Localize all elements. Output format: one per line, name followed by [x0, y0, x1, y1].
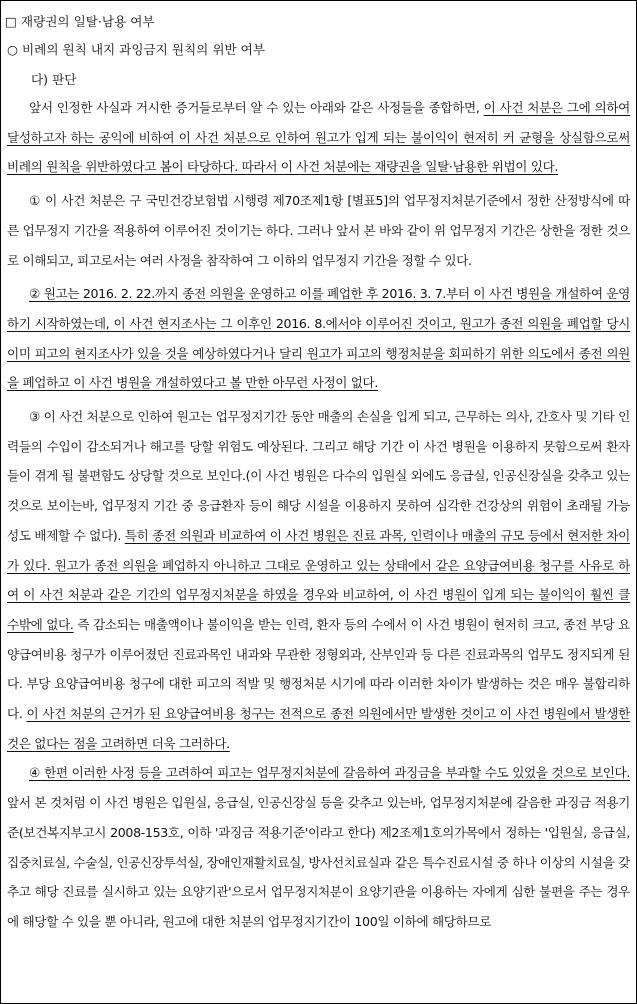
text-plain: 앞서 본 것처럼 이 사건 병원은 입원실, 응급실, 인공신장실 등을 갖추고 있는바, 업무정지처분에 갈음한 과징금 적용기준(보건복지부고시 2008-153호, 이하 '과징금 적용기준'이라고 한다) 제2조제1호의가목에서 정하는 '입원실, 응급실, 집중치료실, 수술실, 인공신장투석실, 장애인재활치료실, 방사선치료실과 같은 특수진료시설 중 하나 이상의 시설을 갖추고 해당 진료를 실시하고 있는 요양기관'으로서 업무정지처분이 요양기관을 이용하는 자에게 심한 불편을 주는 경우에 해당할 수 있을 뿐 아니라, 원고에 대한 처분의 업무정지기간이 100일 이하에 해당하므로 — [7, 795, 630, 929]
text-plain: ③ 이 사건 처분으로 인하여 원고는 업무정지기간 동안 매출의 손실을 입게 되고, 근무하는 의사, 간호사 및 기타 인력들의 수입이 감소되거나 해고를 당할 위험도 예상된다. 그리고 해당 기간 이 사건 병원을 이용하지 못함으로써 환자들이 겪게 될 불편함도 상당할 것으로 보인다.(이 사건 병원은 다수의 입원실 외에도 응급실, 인공신장실을 갖추고 있는 것으로 보이는바, 업무정지 기간 중 응급환자 등이 해당 시설을 이용하지 못하여 심각한 건강상의 위험이 초래될 가능성도 배제할 수 없다). — [7, 409, 630, 543]
text-underlined: 이 사건 처분의 근거가 된 요양급여비용 청구는 전적으로 종전 의원에서만 발생한 것이고 이 사건 병원에서 발생한 것은 없다는 점을 고려하면 더욱 그러하다. — [7, 706, 630, 751]
paragraph-reason-1 — [7, 186, 630, 275]
text-underlined: ④ 한편 이러한 사정 등을 고려하여 피고는 업무정지처분에 갈음하여 과징금을 부과할 수도 있었을 것으로 보인다. — [29, 765, 630, 781]
paragraph-intro — [7, 93, 630, 182]
sub-subsection-heading: 다) 판단 — [31, 72, 77, 87]
text-underlined: ② 원고는 2016. 2. 22.까지 종전 의원을 운영하고 이를 폐업한 후 2016. 3. 7.부터 이 사건 병원을 개설하여 운영하기 시작하였는데, 이 사건 현지조사는 그 이후인 2016. 8.에서야 이루어진 것이고, 원고가 종전 의원을 폐업할 당시 이미 피고의 현지조사가 있을 것을 예상하였다거나 달리 원고가 피고의 행정처분을 회피하기 위한 의도에서 종전 의원을 폐업하고 이 사건 병원을 개설하였다고 볼 만한 아무런 사정이 없다. — [7, 286, 630, 391]
paragraph-reason-2 — [7, 279, 630, 398]
paragraph-reason-4 — [7, 758, 630, 936]
section-heading: □ 재량권의 일탈·남용 여부 — [5, 14, 155, 29]
subsection-heading: ○ 비례의 원칙 내지 과잉금지 원칙의 위반 여부 — [7, 42, 265, 57]
text-underlined: 특히 종전 의원과 비교하여 이 사건 병원은 진료 과목, 인력이나 매출의 규모 등에서 현저한 차이가 있다. 원고가 종전 의원을 폐업하지 아니하고 그대로 운영하고 있는 상태에서 같은 요양급여비용 청구를 사유로 하여 이 사건 처분과 같은 기간의 업무정지처분을 하였을 경우와 비교하여, 이 사건 병원이 입게 되는 불이익이 훨씬 클 수밖에 없다. — [7, 527, 630, 632]
text-plain: ① 이 사건 처분은 구 국민건강보험법 시행령 제70조제1항 [별표5]의 업무정지처분기준에서 정한 산정방식에 따른 업무정지 기간을 적용하여 이루어진 것이기는 하다. 그러나 앞서 본 바와 같이 위 업무정지 기간은 상한을 정한 것으로 이해되고, 피고로서는 여러 사정을 참작하여 그 이하의 업무정지 기간을 정할 수 있다. — [7, 193, 630, 268]
text-underlined: 이 사건 처분은 그에 의하여 달성하고자 하는 공익에 비하여 이 사건 처분으로 인하여 원고가 입게 되는 불이익이 현저히 커 균형을 상실함으로써 비례의 원칙을 위반하였다고 봄이 타당하다. 따라서 이 사건 처분에는 재량권을 일탈·남용한 위법이 있다. — [7, 100, 630, 175]
text-plain: 즉 감소되는 매출액이나 불이익을 받는 인력, 환자 등의 수에서 이 사건 병원이 현저히 크고, 종전 부당 요양급여비용 청구가 이루어졌던 진료과목인 내과와 무관한 정형외과, 산부인과 등 다른 진료과목의 업무도 정지되게 된다. 부당 요양급여비용 청구에 대한 피고의 적발 및 행정처분 시기에 따라 이러한 차이가 발생하는 것은 매우 불합리하다. — [7, 616, 630, 722]
text-plain: 앞서 인정한 사실과 거시한 증거들로부터 알 수 있는 아래와 같은 사정들을 종합하면, — [29, 100, 484, 115]
paragraph-reason-3 — [7, 402, 630, 758]
judgment-body — [7, 93, 630, 937]
